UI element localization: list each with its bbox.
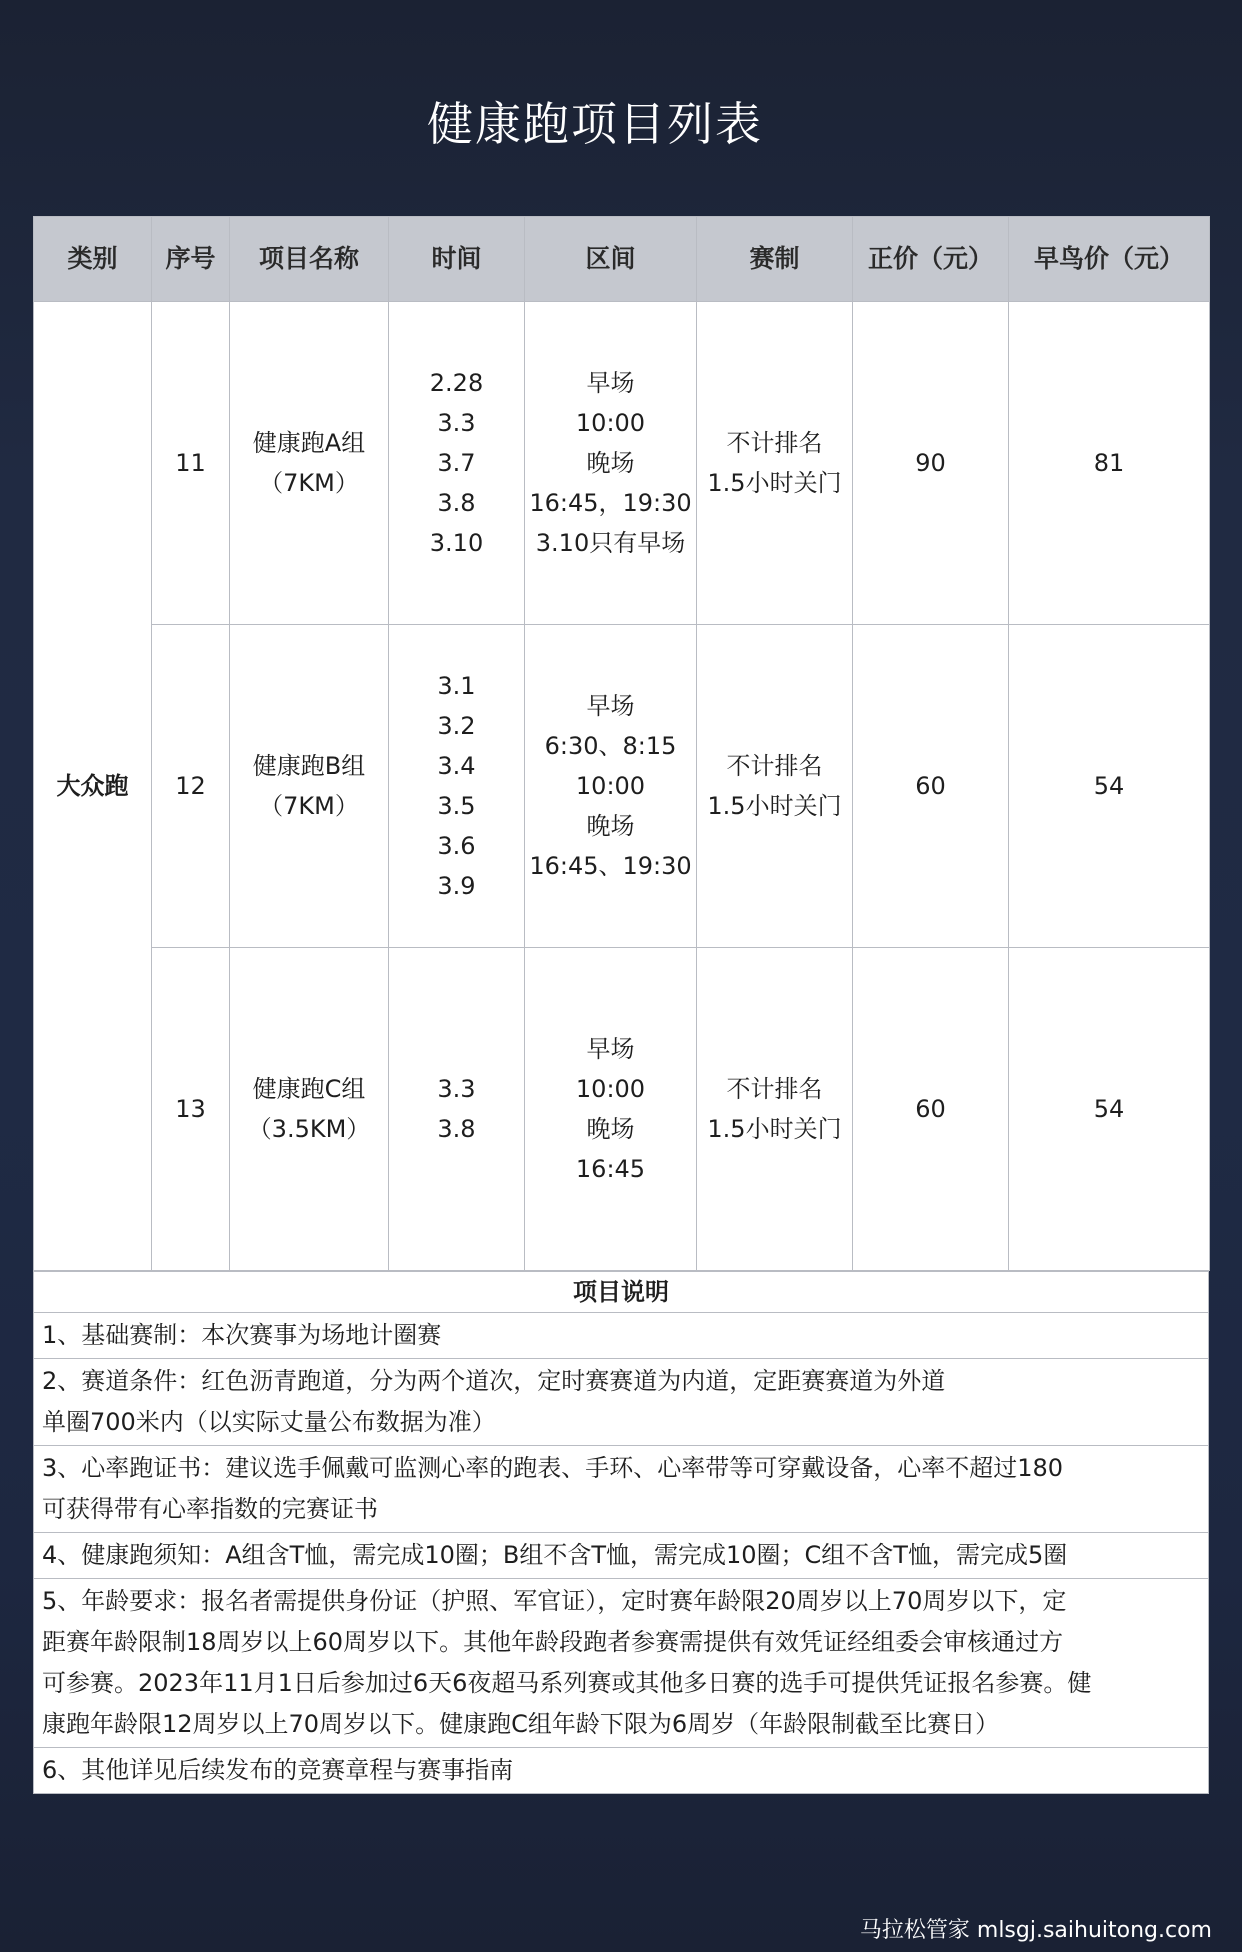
table-row [34, 625, 1210, 948]
column-header: 项目名称 [230, 217, 389, 302]
event-distance: （7KM） [259, 792, 359, 820]
format-cell [697, 948, 853, 1271]
session: 3.10只有早场 [535, 529, 686, 557]
date: 3.7 [437, 449, 476, 477]
table-row [34, 948, 1210, 1271]
note-line: 单圈700米内（以实际丈量公布数据为准） [42, 1408, 496, 1436]
column-header: 时间 [389, 217, 525, 302]
date: 3.1 [437, 672, 476, 700]
date: 3.9 [437, 872, 476, 900]
column-header: 赛制 [697, 217, 853, 302]
column-header: 早鸟价（元） [1009, 217, 1210, 302]
format-line: 不计排名 [726, 429, 823, 457]
category-cell: 大众跑 [34, 302, 152, 1271]
sessions-cell [525, 302, 697, 625]
note-line: 可参赛。2023年11月1日后参加过6天6夜超马系列赛或其他多日赛的选手可提供凭证报名参赛。健 [42, 1669, 1092, 1697]
sessions-cell [525, 948, 697, 1271]
session: 6:30、8:15 [544, 732, 677, 760]
event-distance: （7KM） [259, 469, 359, 497]
event-name-cell [230, 625, 389, 948]
format-cell [697, 302, 853, 625]
note-line: 1、基础赛制：本次赛事为场地计圈赛 [42, 1321, 442, 1349]
format-line: 1.5小时关门 [707, 469, 842, 497]
dates-cell [389, 625, 525, 948]
table-row [34, 302, 1210, 625]
session: 10:00 [575, 772, 646, 800]
event-name: 健康跑C组 [252, 1075, 366, 1103]
date: 3.6 [437, 832, 476, 860]
session: 早场 [586, 369, 635, 397]
session: 晚场 [586, 1115, 635, 1143]
number-cell: 13 [152, 948, 230, 1271]
date: 2.28 [429, 369, 484, 397]
note-line: 3、心率跑证书：建议选手佩戴可监测心率的跑表、手环、心率带等可穿戴设备，心率不超过180 [42, 1454, 1064, 1482]
price-cell: 90 [853, 302, 1009, 625]
note-item [34, 1359, 1209, 1446]
dates-cell [389, 302, 525, 625]
page-title: 健康跑项目列表 [427, 97, 763, 151]
column-header: 区间 [525, 217, 697, 302]
format-cell [697, 625, 853, 948]
note-line: 康跑年龄限12周岁以上70周岁以下。健康跑C组年龄下限为6周岁（年龄限制截至比赛日） [42, 1710, 1000, 1738]
column-header: 类别 [34, 217, 152, 302]
note-item [34, 1533, 1209, 1579]
session: 早场 [586, 692, 635, 720]
event-table [33, 216, 1210, 1271]
event-name-cell [230, 948, 389, 1271]
note-line: 5、年龄要求：报名者需提供身份证（护照、军官证），定时赛年龄限20周岁以上70周岁以下，定 [42, 1587, 1067, 1615]
early-price-cell: 54 [1009, 625, 1210, 948]
date: 3.8 [437, 1115, 476, 1143]
source-watermark: 马拉松管家 mlsgj.saihuitong.com [859, 1918, 1212, 1943]
session: 10:00 [575, 409, 646, 437]
price-cell: 60 [853, 625, 1009, 948]
format-line: 不计排名 [726, 1075, 823, 1103]
format-line: 1.5小时关门 [707, 792, 842, 820]
session: 早场 [586, 1035, 635, 1063]
event-distance: （3.5KM） [247, 1115, 371, 1143]
date: 3.3 [437, 409, 476, 437]
note-line: 4、健康跑须知：A组含T恤，需完成10圈；B组不含T恤，需完成10圈；C组不含T恤，需完成5圈 [42, 1541, 1068, 1569]
event-name: 健康跑B组 [252, 752, 366, 780]
format-line: 不计排名 [726, 752, 823, 780]
note-line: 2、赛道条件：红色沥青跑道，分为两个道次，定时赛赛道为内道，定距赛赛道为外道 [42, 1367, 946, 1395]
event-table-container [33, 216, 1209, 1794]
dates-cell [389, 948, 525, 1271]
date: 3.3 [437, 1075, 476, 1103]
early-price-cell: 81 [1009, 302, 1210, 625]
note-item [34, 1748, 1209, 1794]
table-header-row [34, 217, 1210, 302]
format-line: 1.5小时关门 [707, 1115, 842, 1143]
event-name-cell [230, 302, 389, 625]
column-header: 序号 [152, 217, 230, 302]
column-header: 正价（元） [853, 217, 1009, 302]
note-item [34, 1313, 1209, 1359]
session: 16:45，19:30 [529, 489, 692, 517]
session: 晚场 [586, 449, 635, 477]
notes-heading: 项目说明 [34, 1272, 1209, 1313]
date: 3.4 [437, 752, 476, 780]
number-cell: 12 [152, 625, 230, 948]
early-price-cell: 54 [1009, 948, 1210, 1271]
date: 3.2 [437, 712, 476, 740]
event-name: 健康跑A组 [252, 429, 366, 457]
session: 10:00 [575, 1075, 646, 1103]
date: 3.8 [437, 489, 476, 517]
number-cell: 11 [152, 302, 230, 625]
date: 3.10 [429, 529, 484, 557]
session: 16:45 [575, 1155, 646, 1183]
note-line: 6、其他详见后续发布的竞赛章程与赛事指南 [42, 1756, 514, 1784]
session: 晚场 [586, 812, 635, 840]
price-cell: 60 [853, 948, 1009, 1271]
note-line: 可获得带有心率指数的完赛证书 [42, 1495, 378, 1523]
date: 3.5 [437, 792, 476, 820]
note-item [34, 1579, 1209, 1748]
note-line: 距赛年龄限制18周岁以上60周岁以下。其他年龄段跑者参赛需提供有效凭证经组委会审核通过方 [42, 1628, 1064, 1656]
note-item [34, 1446, 1209, 1533]
notes-table [33, 1271, 1209, 1794]
sessions-cell [525, 625, 697, 948]
session: 16:45、19:30 [529, 852, 692, 880]
